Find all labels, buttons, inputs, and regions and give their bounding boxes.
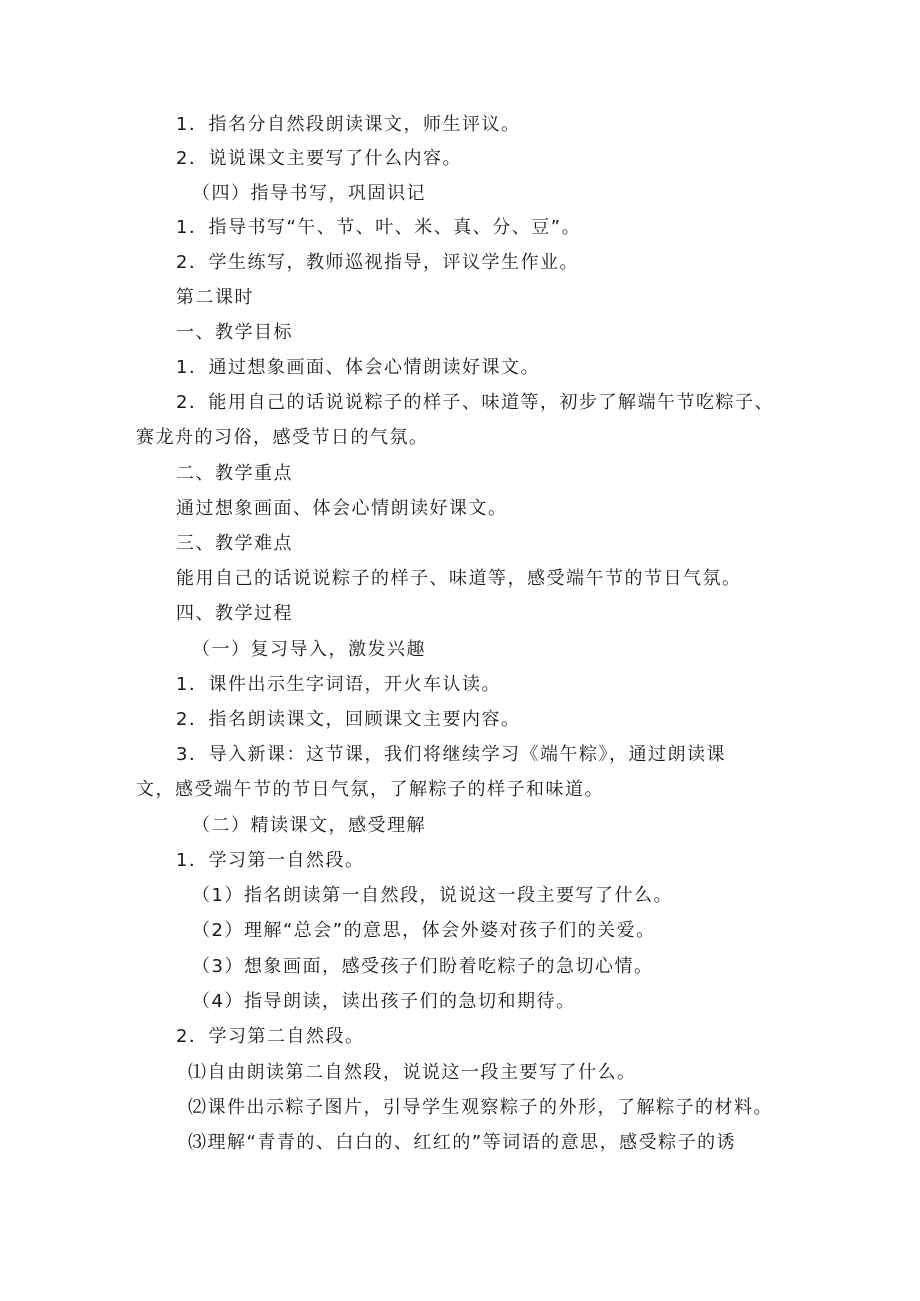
text-line: 2．学习第二自然段。 bbox=[176, 1026, 365, 1047]
text-line: 2．说说课文主要写了什么内容。 bbox=[176, 148, 462, 169]
section-heading: 一、教学目标 bbox=[176, 322, 293, 343]
text-line: （3）想象画面，感受孩子们盼着吃粽子的急切心情。 bbox=[192, 956, 654, 977]
text-line: 1．指名分自然段朗读课文，师生评议。 bbox=[176, 114, 521, 135]
section-heading: 二、教学重点 bbox=[176, 463, 293, 484]
text-line: 2．指名朗读课文，回顾课文主要内容。 bbox=[176, 709, 521, 730]
section-heading: （四）指导书写，巩固识记 bbox=[192, 183, 426, 204]
text-line: 1．学习第一自然段。 bbox=[176, 850, 365, 871]
text-line: 1．通过想象画面、体会心情朗读好课文。 bbox=[176, 357, 540, 378]
text-line: 2．能用自己的话说说粽子的样子、味道等，初步了解端午节吃粽子、 bbox=[176, 392, 774, 413]
text-line: ⑴自由朗读第二自然段，说说这一段主要写了什么。 bbox=[188, 1062, 637, 1083]
text-line: 能用自己的话说说粽子的样子、味道等，感受端午节的节日气氛。 bbox=[176, 568, 742, 589]
text-line: （2）理解“总会”的意思，体会外婆对孩子们的关爱。 bbox=[192, 920, 656, 941]
text-line: 3．导入新课：这节课，我们将继续学习《端午粽》，通过朗读课 bbox=[176, 744, 726, 765]
section-heading: （二）精读课文，感受理解 bbox=[192, 815, 426, 836]
text-line: ⑵课件出示粽子图片，引导学生观察粽子的外形，了解粽子的材料。 bbox=[188, 1097, 773, 1118]
lesson-heading: 第二课时 bbox=[176, 287, 254, 308]
text-line: 1．课件出示生字词语，开火车认读。 bbox=[176, 674, 501, 695]
text-line: ⑶理解“青青的、白白的、红红的”等词语的意思，感受粽子的诱 bbox=[188, 1132, 737, 1153]
text-line: 通过想象画面、体会心情朗读好课文。 bbox=[176, 498, 508, 519]
section-heading: （一）复习导入，激发兴趣 bbox=[192, 639, 426, 660]
text-line: 1．指导书写“午、节、叶、米、真、分、豆”。 bbox=[176, 217, 582, 238]
text-line: 文，感受端午节的节日气氛，了解粽子的样子和味道。 bbox=[136, 779, 604, 800]
text-line: （4）指导朗读，读出孩子们的急切和期待。 bbox=[192, 991, 576, 1012]
section-heading: 四、教学过程 bbox=[176, 603, 293, 624]
text-line: 2．学生练写，教师巡视指导，评议学生作业。 bbox=[176, 252, 579, 273]
section-heading: 三、教学难点 bbox=[176, 533, 293, 554]
text-line: （1）指名朗读第一自然段，说说这一段主要写了什么。 bbox=[192, 885, 673, 906]
text-line: 赛龙舟的习俗，感受节日的气氛。 bbox=[136, 427, 429, 448]
